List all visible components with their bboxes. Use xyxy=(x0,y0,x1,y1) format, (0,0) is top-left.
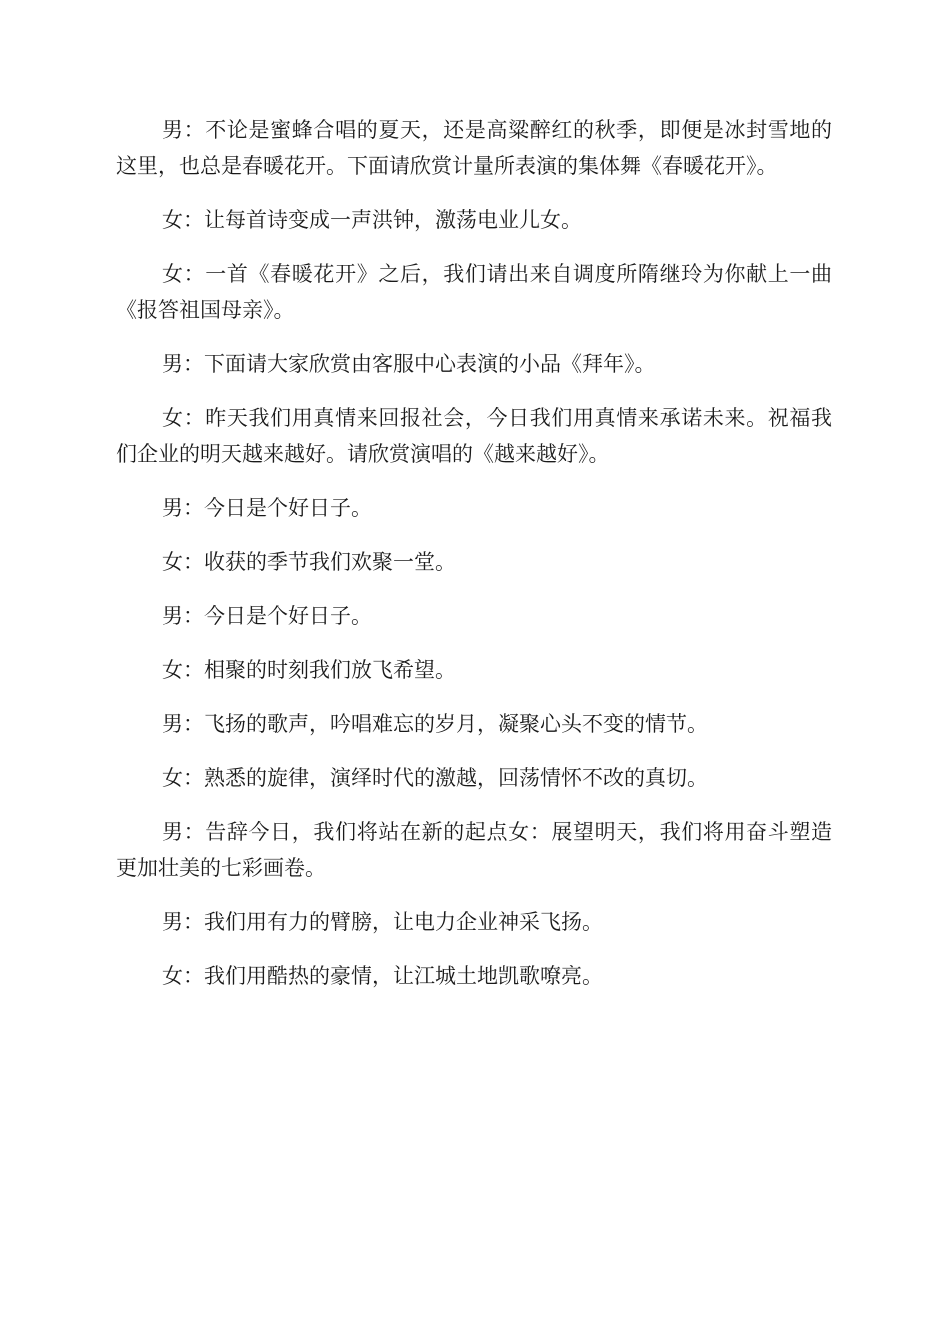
paragraph-14: 女：我们用酷热的豪情，让江城土地凯歌嘹亮。 xyxy=(162,964,603,988)
paragraph-13: 男：我们用有力的臂膀，让电力企业神采飞扬。 xyxy=(162,910,603,934)
paragraph-2: 女：让每首诗变成一声洪钟，激荡电业儿女。 xyxy=(162,208,582,232)
paragraph-7: 女：收获的季节我们欢聚一堂。 xyxy=(162,550,456,574)
paragraph-11: 女：熟悉的旋律，演绎时代的激越，回荡情怀不改的真切。 xyxy=(162,766,708,790)
paragraph-5: 女：昨天我们用真情来回报社会，今日我们用真情来承诺未来。祝福我们企业的明天越来越好。请欣赏演唱的《越来越好》。 xyxy=(116,406,832,466)
paragraph-8: 男：今日是个好日子。 xyxy=(162,604,372,628)
paragraph-10: 男：飞扬的歌声，吟唱难忘的岁月，凝聚心头不变的情节。 xyxy=(162,712,708,736)
paragraph-12: 男：告辞今日，我们将站在新的起点女：展望明天，我们将用奋斗塑造更加壮美的七彩画卷。 xyxy=(116,820,832,880)
paragraph-1: 男：不论是蜜蜂合唱的夏天，还是高粱醉红的秋季，即便是冰封雪地的这里，也总是春暖花开。下面请欣赏计量所表演的集体舞《春暖花开》。 xyxy=(116,118,832,178)
paragraph-6: 男：今日是个好日子。 xyxy=(162,496,372,520)
paragraph-3: 女：一首《春暖花开》之后，我们请出来自调度所隋继玲为你献上一曲《报答祖国母亲》。 xyxy=(116,262,832,322)
paragraph-4: 男：下面请大家欣赏由客服中心表演的小品《拜年》。 xyxy=(162,352,656,376)
document-page xyxy=(116,112,832,1012)
paragraph-9: 女：相聚的时刻我们放飞希望。 xyxy=(162,658,456,682)
